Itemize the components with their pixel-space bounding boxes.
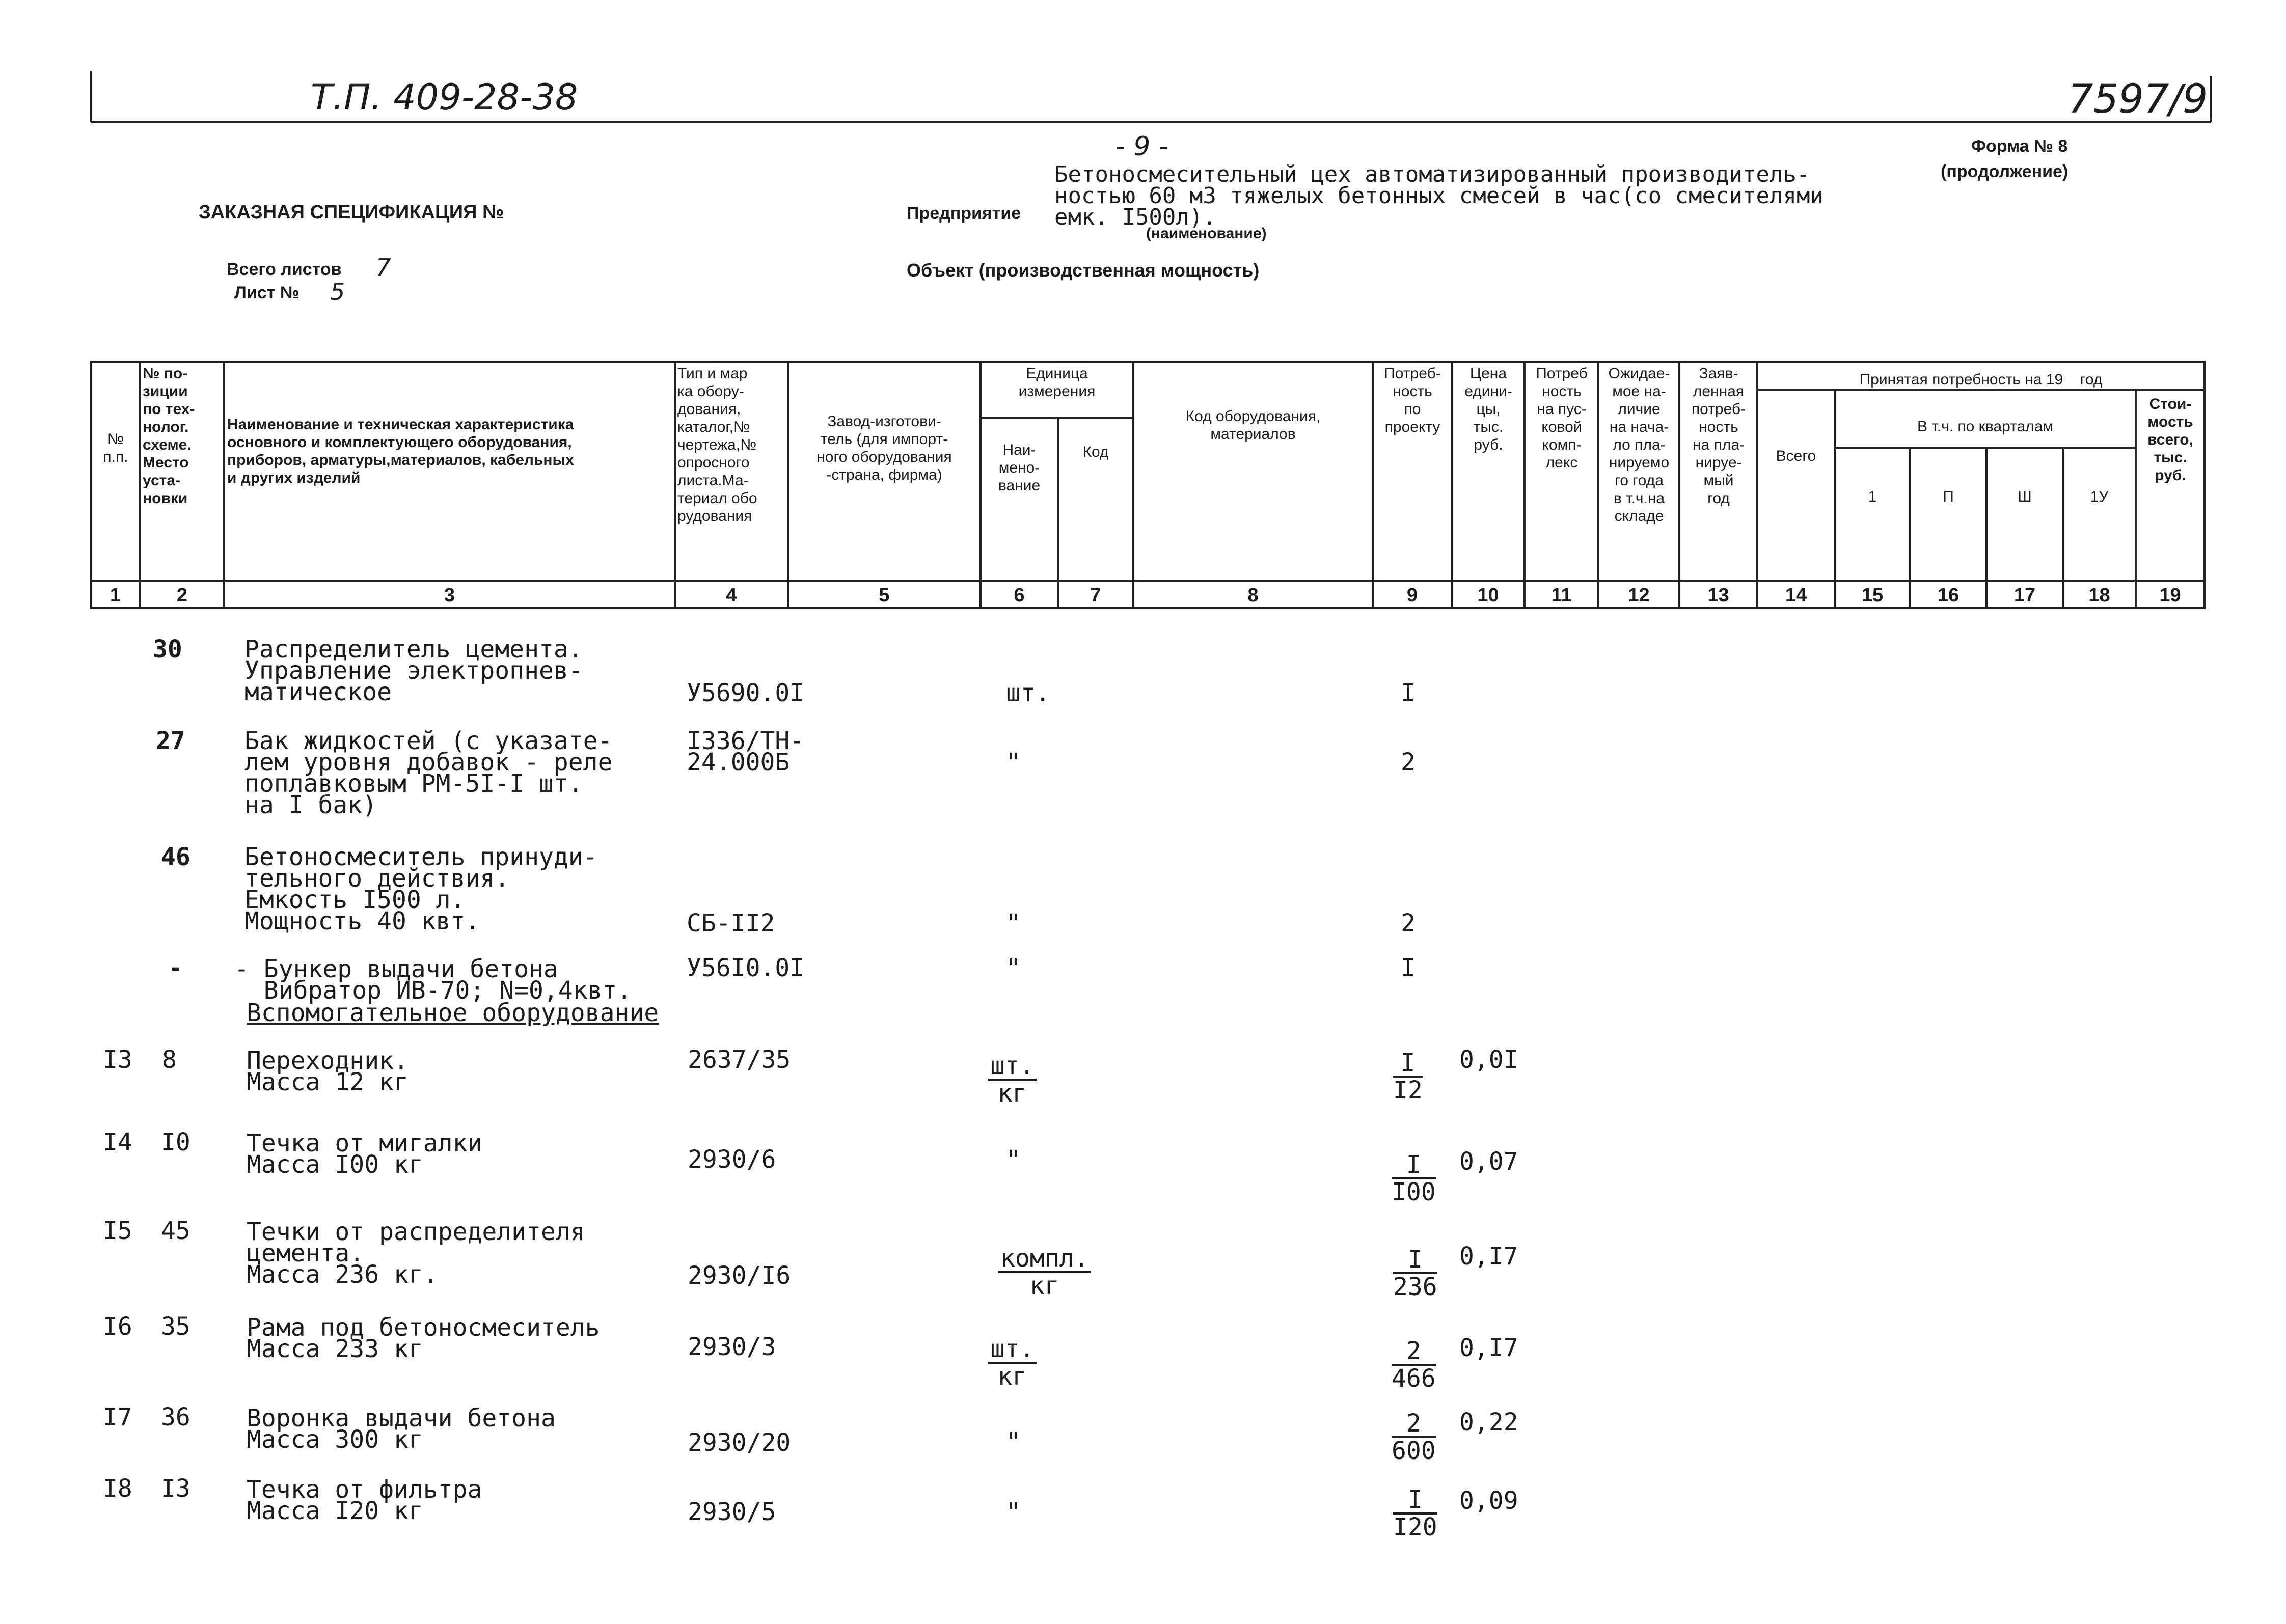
row-2-need: 2 <box>1401 748 1416 777</box>
col-npp-header: № п.п. <box>103 431 128 465</box>
row-13-price: 0,0I <box>1459 1045 1518 1074</box>
sheet-reference: 7597/9 <box>2068 76 2208 122</box>
col-expected-header: Ожидае- мое на- личие на нача- ло пла- нируемо го года в т.ч.на складе <box>1608 365 1670 525</box>
row-13-type: 2637/35 <box>688 1045 791 1074</box>
row-13-position: 8 <box>162 1045 177 1074</box>
sheet-label: Лист № <box>234 283 300 302</box>
row-17-position: 36 <box>161 1403 190 1432</box>
col-project-need-header: Потреб- ность по проекту <box>1384 365 1441 435</box>
col-accepted-group-header: Принятая потребность на 19 год <box>1859 371 2103 388</box>
page-number: - 9 - <box>1115 131 1168 162</box>
row-4-type: У56I0.0I <box>687 954 805 982</box>
col-number-8: 8 <box>1247 585 1259 606</box>
col-startup-need-header: Потреб ность на пус- ковой комп- лекс <box>1536 365 1588 471</box>
object-label: Объект (производственная мощность) <box>907 260 1260 281</box>
row-17-name: Воронка выдачи бетона Масса 300 кг <box>247 1404 556 1454</box>
sheet-value: 5 <box>330 278 345 306</box>
row-14-need: $\frac{I}{I00}$ <box>1392 1150 1436 1206</box>
col-declared-need-header: Заяв- ленная потреб- ность на пла- нируе- мый год <box>1691 365 1746 507</box>
row-3-name: Бетоносмеситель принуди- тельного действия. Емкость I500 л. Мощность 40 квт. <box>244 843 598 935</box>
row-4-position: - <box>168 954 183 982</box>
col-number-3: 3 <box>444 585 455 606</box>
enterprise-line-3: емк. I500л). <box>1054 204 1216 230</box>
row-1-unit: шт. <box>1006 679 1050 707</box>
row-17-npp: I7 <box>103 1403 132 1432</box>
col-number-12: 12 <box>1628 585 1650 606</box>
row-17-price: 0,22 <box>1459 1408 1518 1437</box>
col-cost-header: Стои- мость всего, тыс. руб. <box>2147 396 2193 484</box>
row-4-need: I <box>1401 954 1416 982</box>
col-number-14: 14 <box>1785 585 1807 606</box>
row-1-type: У5690.0I <box>687 679 805 707</box>
row-16-npp: I6 <box>103 1312 132 1341</box>
total-sheets-label: Всего листов <box>227 260 342 279</box>
col-number-6: 6 <box>1014 585 1025 606</box>
row-4-unit: " <box>1006 954 1021 982</box>
col-q1-header: 1 <box>1868 488 1877 505</box>
col-number-9: 9 <box>1406 585 1418 606</box>
total-sheets-value: 7 <box>376 254 391 281</box>
col-number-4: 4 <box>726 585 737 606</box>
row-18-position: I3 <box>161 1474 190 1503</box>
row-14-name: Течка от мигалки Масса I00 кг <box>247 1129 482 1179</box>
row-13-npp: I3 <box>103 1045 132 1074</box>
col-number-5: 5 <box>879 585 890 606</box>
col-number-11: 11 <box>1551 585 1572 606</box>
col-number-19: 19 <box>2159 585 2181 606</box>
row-15-need: $\frac{I}{236}$ <box>1393 1245 1437 1301</box>
row-16-unit: шт. кг <box>988 1336 1037 1389</box>
enterprise-line-1: Бетоносмесительный цех автоматизированный производитель- <box>1054 161 1810 187</box>
row-14-npp: I4 <box>103 1128 132 1157</box>
row-15-type: 2930/I6 <box>688 1261 791 1290</box>
row-3-position: 46 <box>161 843 190 871</box>
row-18-type: 2930/5 <box>688 1498 776 1526</box>
form-sub: (продолжение) <box>1941 162 2069 181</box>
col-number-10: 10 <box>1477 585 1499 606</box>
row-17-type: 2930/20 <box>688 1428 791 1457</box>
row-16-name: Рама под бетоносмеситель Масса 233 кг <box>247 1313 600 1363</box>
row-18-npp: I8 <box>103 1474 132 1503</box>
row-17-unit: " <box>1006 1427 1021 1456</box>
col-unit-group-header: Единица измерения <box>1018 365 1096 400</box>
row-3-type: СБ-II2 <box>687 909 775 938</box>
col-number-7: 7 <box>1090 585 1101 606</box>
row-2-name: Бак жидкостей (с указате- лем уровня добавок - реле поплавковым РМ-5I-I шт. на I бак) <box>244 727 613 819</box>
section-auxiliary-equipment: Вспомогательное оборудование <box>247 999 659 1027</box>
col-unit-code-header: Код <box>1082 444 1109 460</box>
enterprise-label: Предприятие <box>907 204 1021 223</box>
col-equipment-code-header: Код оборудования, материалов <box>1185 408 1321 443</box>
form-label: Форма № 8 <box>1971 136 2068 156</box>
row-18-price: 0,09 <box>1459 1487 1518 1515</box>
row-15-position: 45 <box>161 1217 190 1245</box>
row-1-position: 30 <box>153 635 182 664</box>
row-3-unit: " <box>1006 909 1021 938</box>
enterprise-line-2: ностью 60 м3 тяжелых бетонных смесей в час(со смесителями <box>1054 183 1824 209</box>
row-17-need: $\frac{2}{600}$ <box>1392 1409 1436 1465</box>
row-18-name: Течка от фильтра Масса I20 кг <box>247 1475 482 1525</box>
col-manufacturer-header: Завод-изготови- тель (для импорт- ного оборудования -страна, фирма) <box>817 413 952 483</box>
col-number-18: 18 <box>2088 585 2110 606</box>
row-2-unit: " <box>1006 748 1021 777</box>
row-1-need: I <box>1401 679 1416 707</box>
col-number-13: 13 <box>1707 585 1729 606</box>
spec-title: ЗАКАЗНАЯ СПЕЦИФИКАЦИЯ № <box>199 202 504 223</box>
row-2-position: 27 <box>156 727 185 755</box>
col-type-header: Тип и мар ка обору- дования, каталог,№ чертежа,№ опросного листа.Ма- териал обо рудования <box>677 365 757 525</box>
row-13-need: $\frac{I}{I2}$ <box>1393 1049 1423 1105</box>
col-position-header: № по- зиции по тех- нолог. схеме. Место уста- новки <box>143 365 195 507</box>
row-15-npp: I5 <box>103 1217 132 1245</box>
row-4-name: - Бункер выдачи бетона Вибратор ИВ-70; N=0,4квт. <box>234 955 632 1005</box>
row-16-price: 0,I7 <box>1459 1334 1518 1362</box>
row-14-position: I0 <box>161 1128 190 1157</box>
row-16-need: $\frac{2}{466}$ <box>1392 1337 1436 1393</box>
col-number-15: 15 <box>1861 585 1884 606</box>
row-15-price: 0,I7 <box>1459 1242 1518 1271</box>
row-15-unit: компл. кг <box>998 1246 1091 1299</box>
row-14-type: 2930/6 <box>688 1145 776 1174</box>
col-q2-header: П <box>1943 488 1954 505</box>
col-number-2: 2 <box>176 585 188 606</box>
col-price-header: Цена едини- цы, тыс. руб. <box>1464 365 1512 453</box>
row-15-name: Течки от распределителя цемента. Масса 236 кг. <box>247 1218 585 1289</box>
col-total-header: Всего <box>1776 448 1816 464</box>
row-14-price: 0,07 <box>1459 1147 1518 1176</box>
row-2-type: I336/ТН- 24.000Б <box>687 727 805 777</box>
col-q3-header: Ш <box>2018 488 2032 505</box>
col-name-header: Наименование и техническая характеристика основного и комплектующего оборудования, приборов, арматуры,материалов, кабельных и других изделий <box>227 416 574 486</box>
row-3-need: 2 <box>1401 909 1416 938</box>
row-1-name: Распределитель цемента. Управление электропнев- матическое <box>244 635 583 706</box>
col-number-17: 17 <box>2013 585 2036 606</box>
row-16-type: 2930/3 <box>688 1333 776 1361</box>
row-18-need: $\frac{I}{I20}$ <box>1393 1485 1437 1542</box>
row-14-unit: " <box>1006 1145 1021 1174</box>
row-13-name: Переходник. Масса 12 кг <box>247 1047 409 1096</box>
row-18-unit: " <box>1006 1498 1021 1526</box>
col-number-16: 16 <box>1937 585 1960 606</box>
name-caption: (наименование) <box>1146 225 1267 242</box>
project-code: Т.П. 409-28-38 <box>311 76 578 118</box>
col-unit-name-header: Наи- мено- вание <box>998 442 1041 494</box>
col-quarters-group-header: В т.ч. по кварталам <box>1917 418 2053 435</box>
col-q4-header: 1У <box>2090 488 2109 505</box>
row-16-position: 35 <box>161 1312 190 1341</box>
row-13-unit: шт. кг <box>988 1053 1037 1106</box>
col-number-1: 1 <box>110 585 121 606</box>
